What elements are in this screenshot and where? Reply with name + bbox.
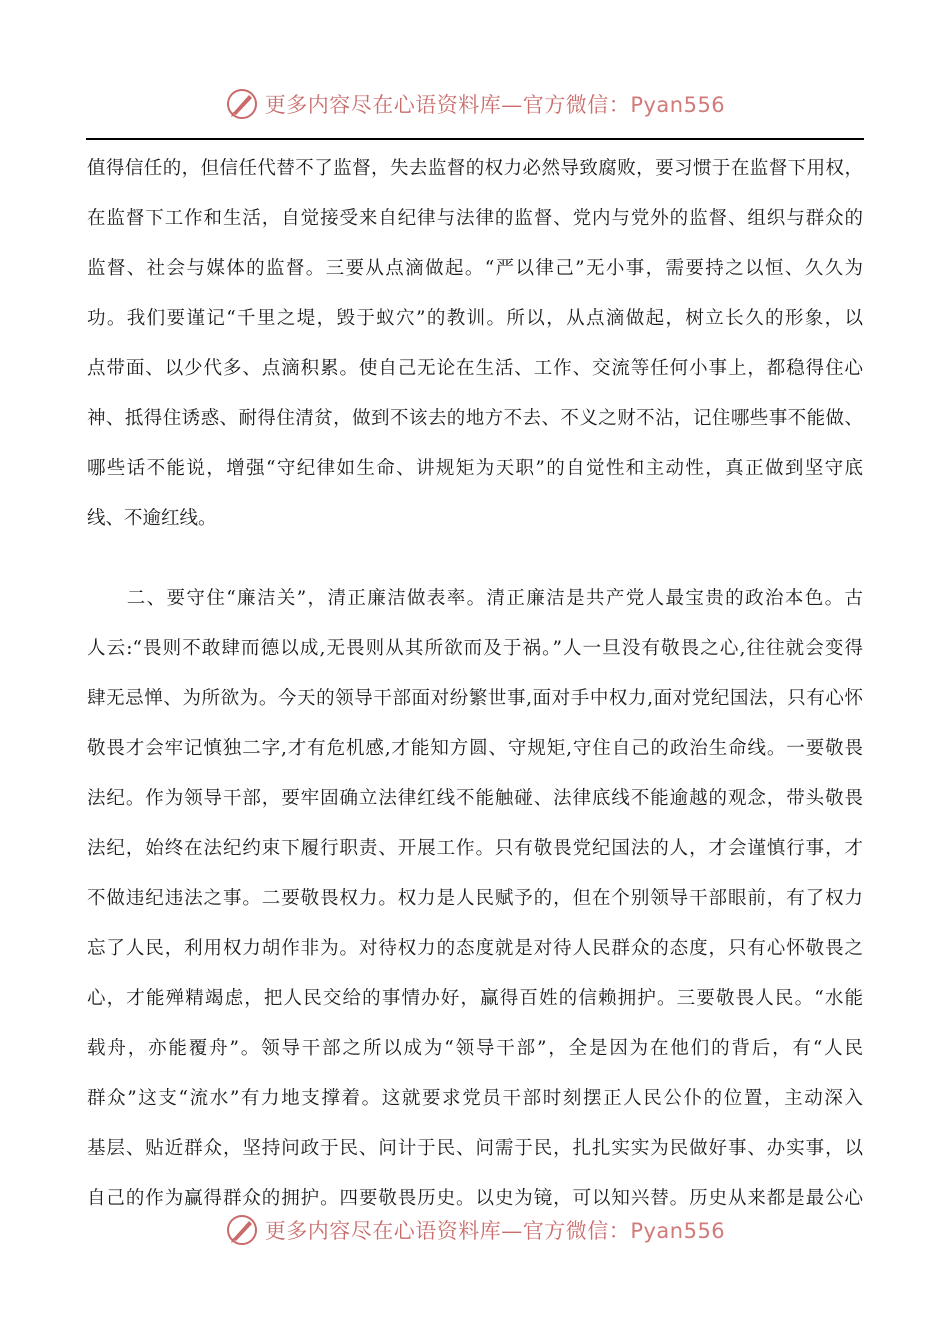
- footer-banner-id: Pyan556: [630, 1219, 726, 1243]
- footer-banner: [0, 1210, 950, 1250]
- paragraph-gap: [87, 544, 863, 574]
- text-line: 值得信任的，但信任代替不了监督，失去监督的权力必然导致腐败，要习惯于在监督下用权，: [87, 158, 863, 179]
- paragraph-1: [87, 144, 863, 544]
- text-line: 肆无忌惮、为所欲为。今天的领导干部面对纷繁世事,面对手中权力,面对党纪国法，只有心怀: [87, 688, 863, 709]
- text-line: 线、不逾红线。: [87, 508, 217, 529]
- text-line: 在监督下工作和生活，自觉接受来自纪律与法律的监督、党内与党外的监督、组织与群众的: [87, 208, 863, 229]
- text-line: 功。我们要谨记“千里之堤，毁于蚁穴”的教训。所以，从点滴做起，树立长久的形象，以: [87, 308, 863, 329]
- footer-banner-label: 更多内容尽在心语资料库—官方微信：: [264, 1219, 631, 1243]
- text-line: 群众”这支“流水”有力地支撑着。这就要求党员干部时刻摆正人民公仆的位置，主动深入: [87, 1088, 863, 1109]
- header-banner-text: [265, 89, 725, 119]
- quill-logo-icon: [225, 1213, 259, 1247]
- text-line: 人云:“畏则不敢肆而德以成,无畏则从其所欲而及于祸。”人一旦没有敬畏之心,往往就会变得: [87, 638, 863, 659]
- quill-logo-icon: [225, 87, 259, 121]
- document-body: [87, 144, 863, 1224]
- text-line: 载舟，亦能覆舟”。领导干部之所以成为“领导干部”，全是因为在他们的背后，有“人民: [87, 1038, 863, 1059]
- text-line: 不做违纪违法之事。二要敬畏权力。权力是人民赋予的，但在个别领导干部眼前，有了权力: [87, 888, 863, 909]
- text-line: 忘了人民，利用权力胡作非为。对待权力的态度就是对待人民群众的态度，只有心怀敬畏之: [87, 938, 863, 959]
- header-banner-label: 更多内容尽在心语资料库—官方微信：: [264, 93, 631, 117]
- header-banner-id: Pyan556: [630, 93, 726, 117]
- header-rule: [86, 138, 864, 140]
- text-line: 点带面、以少代多、点滴积累。使自己无论在生活、工作、交流等任何小事上，都稳得住心: [87, 358, 863, 379]
- text-line: 基层、贴近群众，坚持问政于民、问计于民、问需于民，扎扎实实为民做好事、办实事，以: [87, 1138, 863, 1159]
- text-line: 哪些话不能说，增强“守纪律如生命、讲规矩为天职”的自觉性和主动性，真正做到坚守底: [87, 458, 863, 479]
- text-line: 敬畏才会牢记慎独二字,才有危机感,才能知方圆、守规矩,守住自己的政治生命线。一要敬畏: [87, 738, 863, 759]
- text-line: 心，才能殚精竭虑，把人民交给的事情办好，赢得百姓的信赖拥护。三要敬畏人民。“水能: [87, 988, 863, 1009]
- text-line: 自己的作为赢得群众的拥护。四要敬畏历史。以史为镜，可以知兴替。历史从来都是最公心: [87, 1188, 863, 1209]
- text-line: 法纪。作为领导干部，要牢固确立法律红线不能触碰、法律底线不能逾越的观念，带头敬畏: [87, 788, 863, 809]
- paragraph-2: [87, 574, 863, 1224]
- header-banner: [0, 84, 950, 124]
- text-line: 二、要守住“廉洁关”，清正廉洁做表率。清正廉洁是共产党人最宝贵的政治本色。古: [87, 588, 863, 609]
- text-line: 监督、社会与媒体的监督。三要从点滴做起。“严以律己”无小事，需要持之以恒、久久为: [87, 258, 863, 279]
- text-line: 神、抵得住诱惑、耐得住清贫，做到不该去的地方不去、不义之财不沾，记住哪些事不能做、: [87, 408, 863, 429]
- text-line: 法纪，始终在法纪约束下履行职责、开展工作。只有敬畏党纪国法的人，才会谨慎行事，才: [87, 838, 863, 859]
- footer-banner-text: [265, 1215, 725, 1245]
